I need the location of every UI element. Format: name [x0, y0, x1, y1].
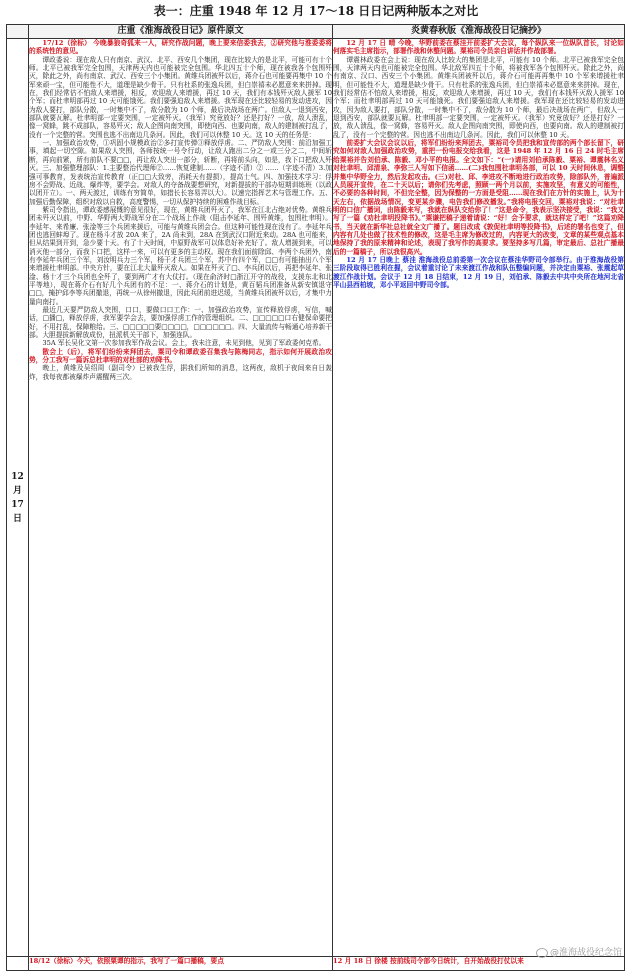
left-task-items: 一、加强政治攻势，①巩固小规模政治②多打宣传弹③释放俘虏。二、严防敌人突围：前沿加强工事，填起一切空隙。如果敌人突围，各师按统一号令行动，让敌人跑出二分之一或三分之二，中间斩断，再向前紧，所有前队不要□□，再让敌人突出一部分，斩断，再将前头向，如是，我下口把敌人歼灭。三、加强整理部队：1.主要整治代理师②……恢复建制……（字迹不清）② ……（字迹不清）3.加强可事教育，发表统治宣传教育（正□□大致旁，消耗天有提损），提高士气。四、加强技术学习：俘房不会野战、近战、爆炸等，要学会。对敌人的夺备战要想研究，对新提拔的干部办短期训练班（以政以团开立）。一、两天渡过，训练有穷简单，如措长长容易弄以大）。以速完指挥艺术与管理工作。五、加强后勤保障，组织对敌以自救，高度警惕，一切从保护持续的困难作战目标。 — [29, 139, 332, 206]
date-label: 12月17日 — [11, 471, 24, 524]
left-red-highlight-2: 散会上（后），将军们纷纷来拜团去，粟司令和谭政委召集我与陈梅同志，指示如何开展政治攻势，分工我写一篇诉总杜聿明的对杜部的劝降书。 — [29, 347, 332, 365]
comparison-table — [6, 24, 625, 971]
date-header-cell — [7, 25, 29, 39]
left-original-text — [29, 39, 333, 957]
table-caption: 表一：庄重 1948 年 12 月 17～18 日日记两种版本之对比 — [153, 4, 479, 18]
left-paragraph-1: 谭政委说：现在敌人只有南京、武汉、北平、西安几个集团，现在比较大的是北平，可能可有十个师。北平已被我军完全包围，天津两天内也可能被完全包围。华北四五十个师，现在被我各个包围歼灭，除此之外，尚有南京、武汉、西安三个小集团。黄维兵团被歼以后，蒋介石也可能要再集中 10 个军来顽一宝，但可能性不大，道理是缺少骨干。只有杜系的张逸兵团，但白崇禧未必愿意来来拼掉。现在，我们经常估不怕敌人来增援，相反，欢迎敌人来增援，再过 10 天，我们有本钱歼灭敌人援军 10 个军；而杜聿明部再过 10 天可能饿死。我们要强迫敌人来增援。我军现在还比较轻易的发动进攻，因为敌人要打，部队分散，一时集中不了，敌分散为 10 个师，最后决战场在两广。但敌人一退到西安，部队就要瓦解。杜聿明部一定要突围，一定被歼灭。（我军）究竟放好？还是打好？一放，敌人溃乱，像一窝蜂，跳不成部队，容易歼灭；敌人企图向南突围，即使向西、也要向南，敌人的建制被打乱了，没有一个完整的营。突围也逃不出南边几条河。因此，我们可以休整 10 天。这 10 天的任务是： — [29, 55, 332, 139]
left-paragraph-3: 最近几天要严防敌人突围，口口，要做口口工作：一、加强政治攻势，宣传释放俘虏，写信，喊话，□播□，释放俘虏，我军要学会去，要加强俘虏工作的管理组织。二、□□□□□口右健保命要把好，不用打乱，保障粮给。三、□□□□□要□□□□，□□□□□□。四、大量流传与畅通心培养新干部。大胆提拔新解放成份，扭派机关干部下，加强连队。 — [29, 306, 332, 340]
left-column-header: 庄重《淮海战役日记》原件原文 — [29, 25, 333, 39]
left-paragraph-4: 35A 军长吴化文第一次参加我军作战会议。会上，我未注意，未见到他，见到了军政委何克希。 — [42, 339, 326, 348]
weibo-watermark: @淮海战役纪念馆 — [536, 945, 622, 958]
right-column-header: 炎黄春秋版《淮海战役日记摘抄》 — [333, 25, 625, 39]
right-dec18-text: 12 月 18 日 徐楼 按前线司令部今日统计，自开始战役打仗以来 — [333, 957, 625, 971]
left-paragraph-2: 紫司令指出，谭政委感展慨的意见很好，现在，黄维兵团歼灭了，我军在江北占绝对优势。黄维兵团未歼灭以前，中野、华野两大野战军分在二个战场上作战（阻击李延年、围歼黄维，包围杜聿明）。李延年、来希廉、张淦等三个兵团来援后，可能与黄维兵团会合。但这种可能性现在没有了。李延年兵团也逃回蚌埠了。现在杨斗才放 20A 来了，2A 尚未到，28A 在到武汉口附近来动。28A 也可能来，但从结果到开到，急少要十天。有了十天时间，中原野战军可以体息好补充好了。敌人增援到来，可以消灭他一部分，而我下口把，这样一来，可以有更多的主动权。现在我们面前除邱、李两个兵团外，南有李延年兵团三个军，刘汝明兵力三个军，杨干才兵团三个军，苏中有四个军，□□有可能抽出八个军来增援杜聿明部。中央方针，要在江北大量歼灭敌人。如果在歼灭了□、李兵团以后，再把李延年、张淦、杨十才三个兵团也全歼了，要到两广才有大仗打。（现在俞济时□浙江开守的战役，支援东北和北平等地），现在蒋介石有好几个兵团有的不足：一、蒋介石的计划是，黄百韬兵团准备从新安镇退守□□，掩护邱李等兵团撤退，再统一从徐州撤退，因此兵团前进迟缓，当黄维兵团被歼以后，才集中力量向南打。 — [29, 205, 332, 306]
right-blue-highlight: 12 月 17 日晚上 蔡洼 淮海战役总前委第一次会议在蔡洼华野司令部举行。由于淮海战役第三阶段取得已胜利在握，会议着重讨论了未来渡江作战和队伍整编问题，并决定由粟裕、张震起草渡江作战计划。会议于 12 月 18 日结束，12 月 19 日，刘伯承、陈毅去中共中央所在地河北省平山县西柏坡，邓小平返回中野司令部。 — [333, 255, 624, 289]
table-row-dec17 — [7, 39, 625, 957]
right-red-highlight: 前委扩大会议会议以后，将军们纷纷来拜团去，粟裕司令员把我和宣传部的两个部长留下，研究如何对敌人加强政治攻势，重把一份电报交给我看，这是 1948 年 12 月 16 日 24 时毛主席给粟裕并告刘伯承、陈毅、邓小平的电报。全文如下：“(一)请用刘伯承陈毅、粟裕、谭震林名义对杜聿明、邱清泉、李弥三人写如下信函……(二)我包围杜聿明各部，可以 10 天时间休息，调整并集中华野全力，然后发起攻击。(三)对杜、邱、李进攻不断地进行政治攻势，除部队外，普遍派人员展开宣传，在二十天以后；请你们先考虑，照顾一两个月以前，实施攻坚，有意义的可能性，不必要的各种时间，不但完全整，因为保整的一方面是受阻……现在我们在方针的实施上，认为十天左右，依据战场情况，变更某步骤，电告我们修改播发。”我将电报交回，粟裕对我说：“对杜聿明的口信广播词，由陈毅来写，我就在纵队交给你了！”这是命令，我表示坚决接受，我说：“我又写了一篇《劝杜聿明投降书》。”粟谦把稿子递着请说：“好！会予要求，就这样定了吧！”这篇劝降书，当天就在新华社总社就全文广播了。题目改成《敦促杜聿明等投降书》，后述的署名也变了，但内容有几处也做了技术性的修改，这是毛主席为修改过的，内容更大的改变，文章的某些观点基本地保持了我的原来精神和论述，表现了我写作的高要求。要坚持多写几篇，审定最后、总社广播最后的一篇稿子，所以我很高兴。 — [333, 139, 624, 256]
left-dec18-text: 18/12（徐标）今天，依照粟谭的指示，我写了一篇口播稿，要点 — [29, 957, 333, 971]
left-red-highlight: 今晚暴狼奇狐来一人，研究作战问题，晚上要来信委我去，②研究他与淮委委将的系统性的意见。 — [29, 39, 332, 56]
weibo-icon — [536, 948, 548, 958]
header-row — [7, 25, 625, 39]
right-paragraph-1: 谭震林政委在会上说：现在敌人比较大的集团是北平，可能有 10 个师。北平已被我军完全包围，天津两天内也可能被完全包围。华北敌军四五十个师，将被我军各个包围歼灭。除此之外，尚有南京、汉口、西安三个小集团。黄维兵团被歼以后，蒋介石可能再再集中 10 个军来增援杜聿明，但可能性不大，道理是缺少骨干。只有杜系的张逸兵团，但白崇禧未必愿意来来拼掉。现在，我们经常估不怕敌人来增援，相反，欢迎敌人来增援，再过 10 天，我们有本钱歼灭敌人援军 10 个军；而杜聿明部再过 10 天可能饿死。我们要强迫敌人来增援。我军现在还比较轻易的发动进攻，因为敌人要打，部队分散，一时集中不了，敌分散为 10 个师，最后决战场在两广，但敌人一退到西安，部队就要瓦解。杜聿明部一定要突围，一定被歼灭。（我军）究竟放好？还是打好？一放，敌人溃乱，像一窝蜂，容易歼灭。敌人企图向南突围，即使向西，也要向南。敌人的建制被打乱了，没有一个完整的营。因也逃不出南边几条河。因此，我们可以休整 10 天。 — [333, 55, 624, 139]
date-cell-dec18 — [7, 957, 29, 971]
left-entry-date: 17/12（徐标） — [42, 39, 91, 47]
left-paragraph-5: 晚上，黄维及吴绍周（副司令）已被我生俘，据我们所知的消息，这两夜，敌机于夜间来自日轰炸，我每夜都被爆炸声震醒两三次。 — [29, 364, 332, 381]
date-cell-dec17 — [7, 39, 29, 957]
table-row-dec18 — [7, 957, 625, 971]
right-date-line: 12 月 17 日 晴 今晚，华野前委在蔡洼开前委扩大会议，每个纵队来一位纵队首长，讨论如何落实毛主席指示，部署作战和休整问题。粟裕司令员亲自讲话并作战部署。 — [333, 39, 624, 56]
right-excerpt-text — [333, 39, 625, 957]
